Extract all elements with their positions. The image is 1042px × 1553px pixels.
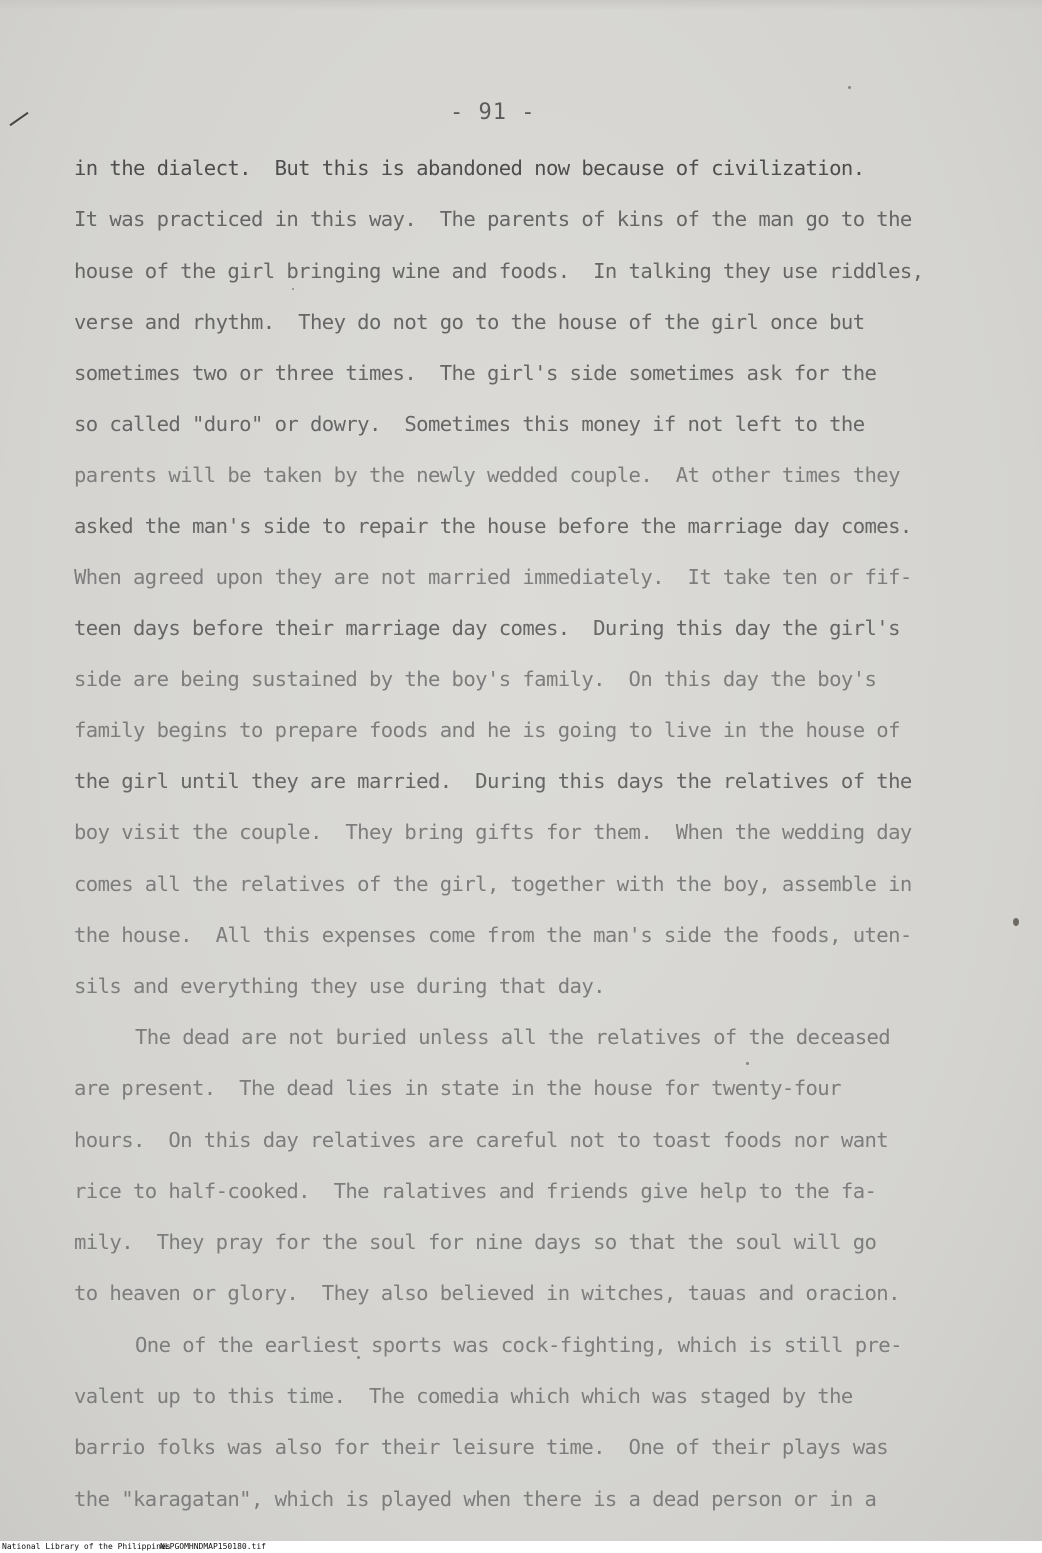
speck [746, 1062, 749, 1065]
footer-library: National Library of the Philippines [2, 1542, 171, 1551]
page-number: - 91 - [450, 100, 536, 125]
text-line-5: sometimes two or three times. The girl's side sometimes ask for the [74, 361, 877, 385]
text-line-4: verse and rhythm. They do not go to the house of the girl once but [74, 310, 865, 334]
text-line-12: family begins to prepare foods and he is going to live in the house of [74, 718, 900, 742]
speck [1013, 918, 1019, 926]
text-line-8: asked the man's side to repair the house before the marriage day comes. [74, 514, 912, 538]
text-line-19: are present. The dead lies in state in the house for twenty-four [74, 1076, 841, 1100]
text-line-23: to heaven or glory. They also believed in witches, tauas and oracion. [74, 1281, 900, 1305]
footer-filename: NLPGOMHNDMAP150180.tif [160, 1542, 266, 1551]
speck [848, 86, 851, 89]
text-line-10: teen days before their marriage day comes. During this day the girl's [74, 616, 900, 640]
text-line-18: The dead are not buried unless all the relatives of the deceased [135, 1025, 891, 1049]
text-line-11: side are being sustained by the boy's family. On this day the boy's [74, 667, 877, 691]
text-line-17: sils and everything they use during that day. [74, 974, 605, 998]
text-line-14: boy visit the couple. They bring gifts for them. When the wedding day [74, 820, 912, 844]
text-line-7: parents will be taken by the newly wedded couple. At other times they [74, 463, 900, 487]
text-line-22: mily. They pray for the soul for nine days so that the soul will go [74, 1230, 877, 1254]
text-line-3: house of the girl bringing wine and foods. In talking they use riddles, [74, 259, 924, 283]
text-line-27: the "karagatan", which is played when there is a dead person or in a [74, 1487, 877, 1511]
text-line-21: rice to half-cooked. The ralatives and friends give help to the fa- [74, 1179, 877, 1203]
text-line-15: comes all the relatives of the girl, together with the boy, assemble in [74, 872, 912, 896]
scan-footer [0, 1541, 1042, 1553]
text-line-25: valent up to this time. The comedia which which was staged by the [74, 1384, 853, 1408]
pencil-mark [9, 112, 28, 126]
text-line-16: the house. All this expenses come from the man's side the foods, uten- [74, 923, 912, 947]
text-line-24: One of the earliest sports was cock-fighting, which is still pre- [135, 1333, 902, 1357]
text-line-9: When agreed upon they are not married immediately. It take ten or fif- [74, 565, 912, 589]
text-line-26: barrio folks was also for their leisure time. One of their plays was [74, 1435, 889, 1459]
text-line-1: in the dialect. But this is abandoned now because of civilization. [74, 156, 865, 180]
scan-top-shadow [0, 0, 1042, 10]
speck [292, 288, 294, 290]
text-line-2: It was practiced in this way. The parents of kins of the man go to the [74, 207, 912, 231]
text-line-13: the girl until they are married. During this days the relatives of the [74, 769, 912, 793]
text-line-6: so called "duro" or dowry. Sometimes this money if not left to the [74, 412, 865, 436]
text-line-20: hours. On this day relatives are careful not to toast foods nor want [74, 1128, 889, 1152]
